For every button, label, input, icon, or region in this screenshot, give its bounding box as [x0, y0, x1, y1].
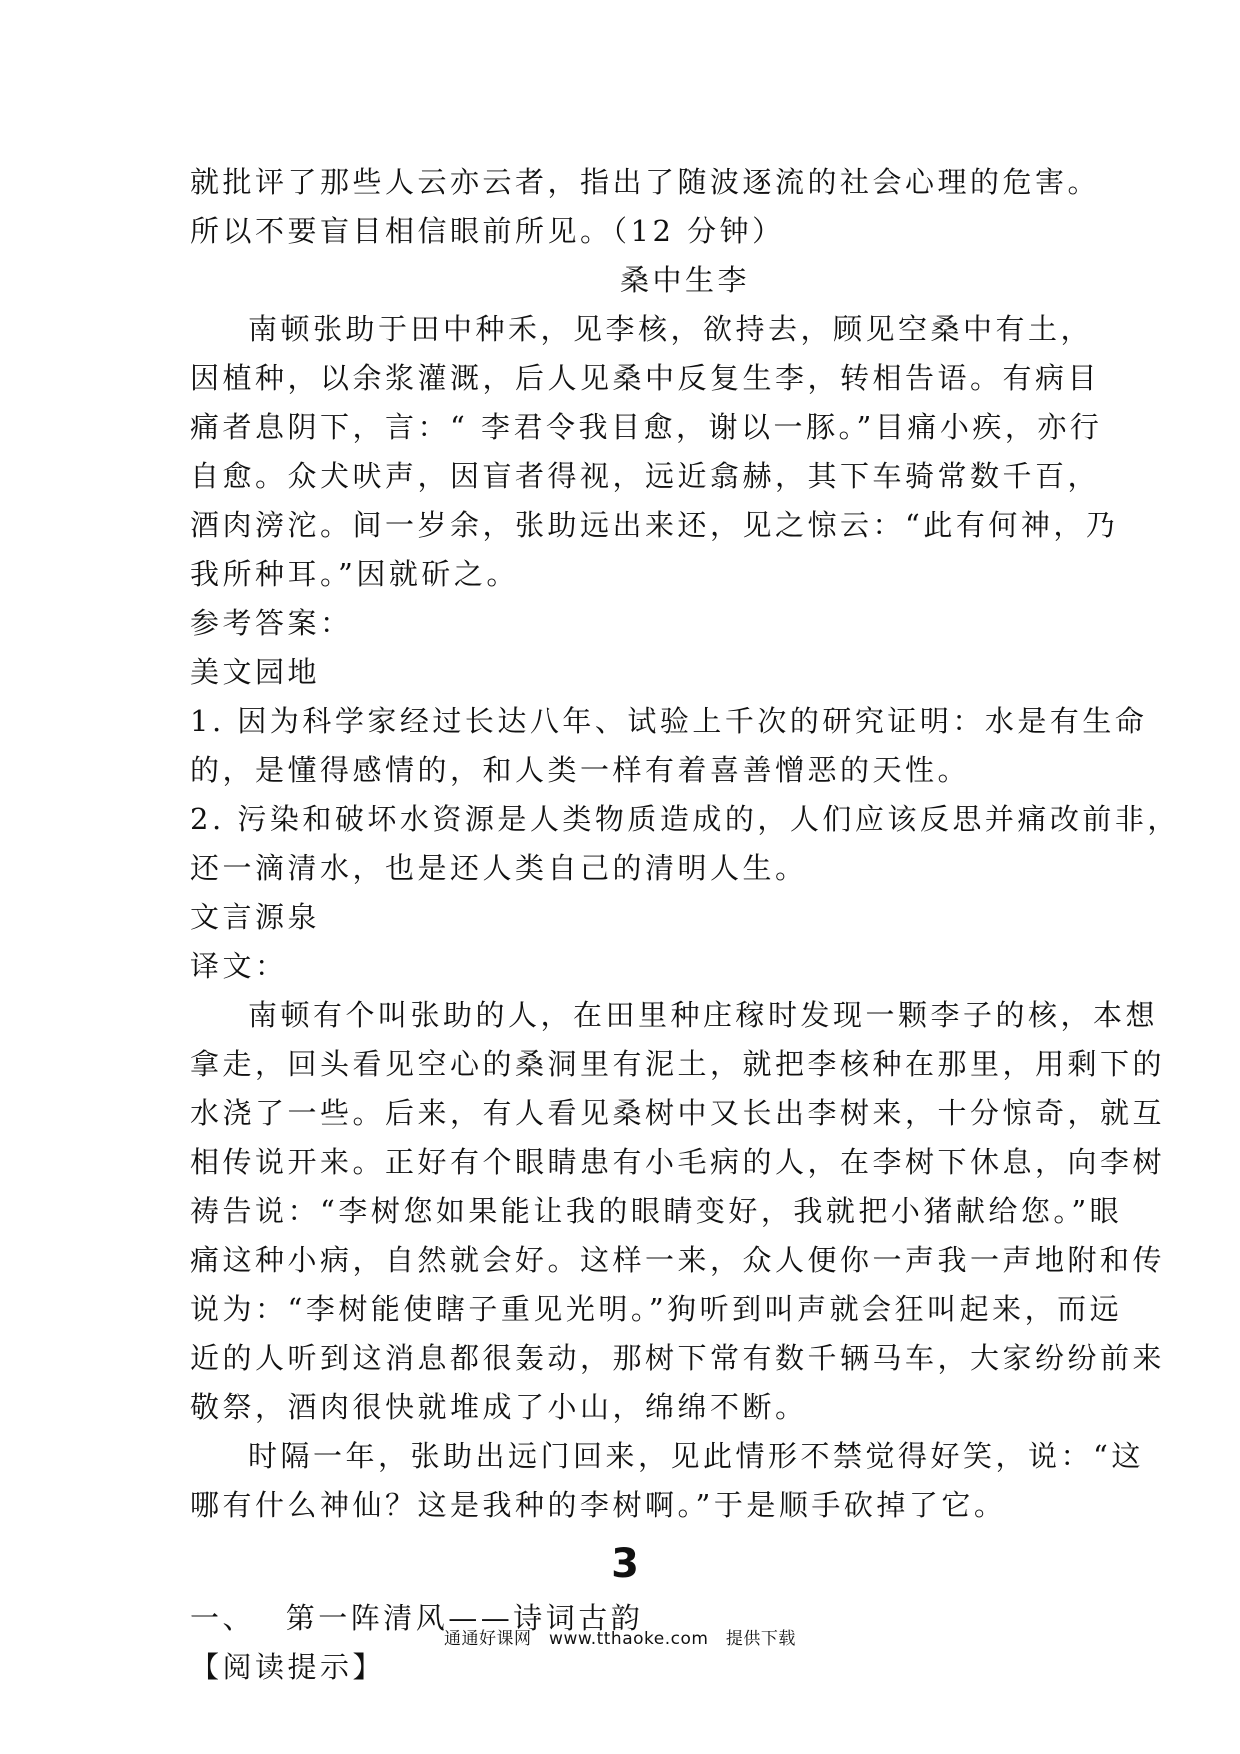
translation-line: 说为：“李树能使瞎子重见光明。”狗听到叫声就会狂叫起来，而远 [190, 1292, 1123, 1326]
page-content [190, 158, 1180, 1692]
story-line: 酒肉滂沱。间一岁余，张助远出来还，见之惊云：“此有何神，乃 [190, 508, 1119, 542]
unit-number: 3 [611, 1541, 639, 1587]
translation-line: 哪有什么神仙？这是我种的李树啊。”于是顺手砍掉了它。 [190, 1488, 1007, 1522]
translation-line: 近的人听到这消息都很轰动，那树下常有数千辆马车，大家纷纷前来 [190, 1341, 1166, 1375]
answer-line: 还一滴清水，也是还人类自己的清明人生。 [190, 851, 808, 885]
story-line: 痛者息阴下，言：“ 李君令我目愈，谢以一豚。”目痛小疾，亦行 [190, 410, 1103, 444]
answers-heading: 参考答案： [190, 606, 353, 640]
translation-line: 水浇了一些。后来，有人看见桑树中又长出李树来，十分惊奇，就互 [190, 1096, 1166, 1130]
reading-tip-heading: 【阅读提示】 [190, 1650, 386, 1684]
answer-line: 的，是懂得感情的，和人类一样有着喜善憎恶的天性。 [190, 753, 971, 787]
story-line: 南顿张助于田中种禾，见李核，欲持去，顾见空桑中有土， [248, 312, 1094, 346]
page-footer: 通通好课网 www.tthaoke.com 提供下载 [444, 1629, 796, 1649]
part-heading: 一、 第一阵清风——诗词古韵 [190, 1601, 644, 1635]
translation-line: 祷告说：“李树您如果能让我的眼睛变好，我就把小猪献给您。”眼 [190, 1194, 1123, 1228]
answer-line: 2. 污染和破坏水资源是人类物质造成的，人们应该反思并痛改前非， [190, 802, 1180, 836]
translation-line: 痛这种小病，自然就会好。这样一来，众人便你一声我一声地附和传 [190, 1243, 1166, 1277]
translation-line: 相传说开来。正好有个眼睛患有小毛病的人，在李树下休息，向李树 [190, 1145, 1166, 1179]
answer-line: 1. 因为科学家经过长达八年、试验上千次的研究证明：水是有生命 [190, 704, 1148, 738]
translation-line: 拿走，回头看见空心的桑洞里有泥土，就把李核种在那里，用剩下的 [190, 1047, 1166, 1081]
translation-line: 敬祭，酒肉很快就堆成了小山，绵绵不断。 [190, 1390, 808, 1424]
story-title: 桑中生李 [619, 263, 750, 297]
translation-heading: 译文： [190, 949, 288, 983]
story-line: 因植种，以余浆灌溉，后人见桑中反复生李，转相告语。有病目 [190, 361, 1101, 395]
story-line: 我所种耳。”因就斫之。 [190, 557, 519, 591]
section-heading-meiwen: 美文园地 [190, 655, 321, 689]
text-line: 所以不要盲目相信眼前所见。（12 分钟） [190, 214, 785, 248]
story-line: 自愈。众犬吠声，因盲者得视，远近翕赫，其下车骑常数千百， [190, 459, 1101, 493]
text-line: 就批评了那些人云亦云者，指出了随波逐流的社会心理的危害。 [190, 165, 1101, 199]
translation-line: 时隔一年，张助出远门回来，见此情形不禁觉得好笑，说：“这 [248, 1439, 1144, 1473]
translation-line: 南顿有个叫张助的人，在田里种庄稼时发现一颗李子的核，本想 [248, 998, 1159, 1032]
section-heading-wenyan: 文言源泉 [190, 900, 321, 934]
